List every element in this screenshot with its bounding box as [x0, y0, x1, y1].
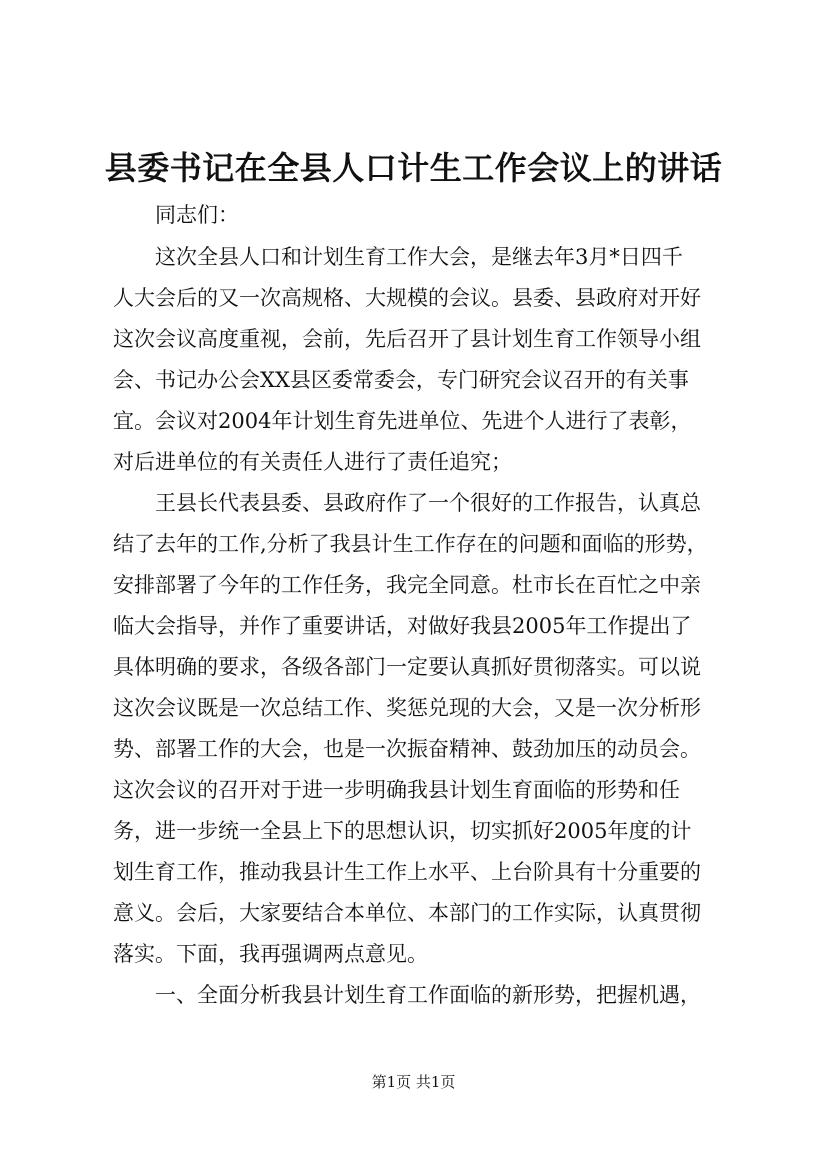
body-line: 这次会议的召开对于进一步明确我县计划生育面临的形势和任: [113, 778, 680, 802]
body-line: 结了去年的工作,分析了我县计生工作存在的问题和面临的形势，: [113, 532, 708, 556]
body-line: 势、部署工作的大会，也是一次振奋精神、鼓劲加压的动员会。: [113, 737, 701, 761]
body-line: 王县长代表县委、县政府作了一个很好的工作报告，认真总: [155, 491, 701, 515]
body-line: 这次会议既是一次总结工作、奖惩兑现的大会，又是一次分析形: [113, 696, 701, 720]
body-line: 会、书记办公会XX县区委常委会，专门研究会议召开的有关事: [113, 368, 689, 392]
body-line: 这次会议高度重视，会前，先后召开了县计划生育工作领导小组: [113, 327, 701, 351]
body-line: 人大会后的又一次高规格、大规模的会议。县委、县政府对开好: [113, 286, 701, 310]
body-line: 一、全面分析我县计划生育工作面临的新形势，把握机遇，: [155, 983, 701, 1007]
body-line: 临大会指导，并作了重要讲话，对做好我县2005年工作提出了: [113, 614, 692, 638]
document-title: 县委书记在全县人口计生工作会议上的讲话: [104, 149, 723, 187]
page-footer: 第1页 共1页: [371, 1073, 456, 1091]
body-line: 安排部署了今年的工作任务，我完全同意。杜市长在百忙之中亲: [113, 573, 701, 597]
body-line: 对后进单位的有关责任人进行了责任追究；: [113, 450, 512, 474]
body-line: 具体明确的要求，各级各部门一定要认真抓好贯彻落实。可以说: [113, 655, 701, 679]
body-line: 这次全县人口和计划生育工作大会，是继去年3月*日四千: [155, 245, 683, 269]
body-line: 划生育工作，推动我县计生工作上水平、上台阶具有十分重要的: [113, 860, 701, 884]
body-line: 务，进一步统一全县上下的思想认识，切实抓好2005年度的计: [113, 819, 692, 843]
body-line: 落实。下面，我再强调两点意见。: [113, 942, 428, 966]
body-line: 宜。会议对2004年计划生育先进单位、先进个人进行了表彰，: [113, 409, 692, 433]
body-line: 意义。会后，大家要结合本单位、本部门的工作实际，认真贯彻: [113, 901, 701, 925]
greeting: 同志们：: [155, 203, 239, 227]
